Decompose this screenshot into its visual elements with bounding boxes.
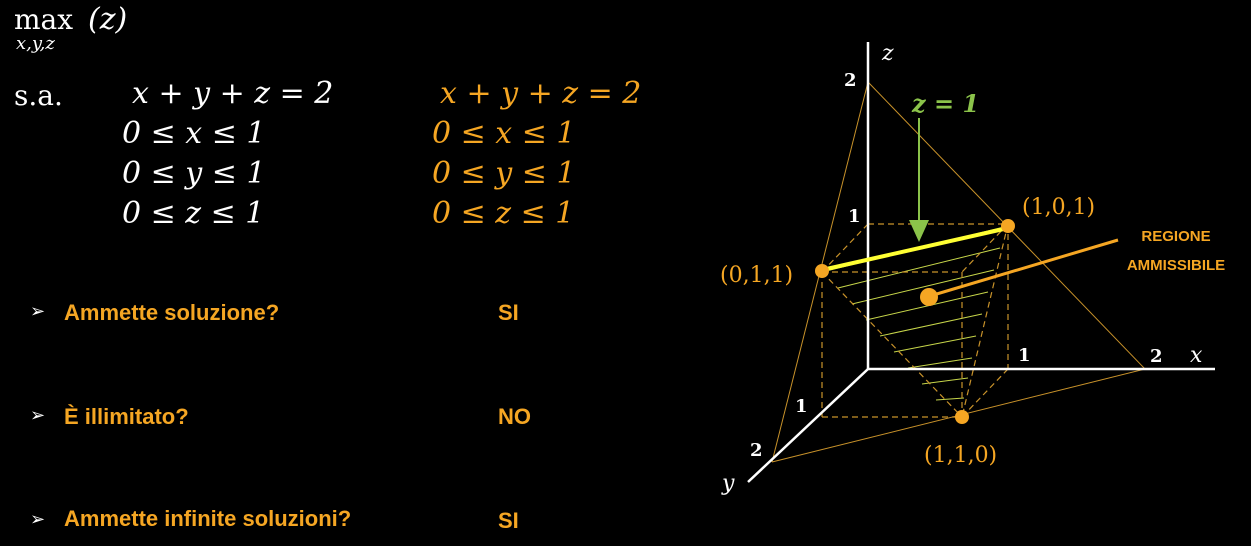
point-110-label: (1,1,0): [924, 443, 998, 468]
bullet-arrow-icon: ➢: [30, 405, 46, 426]
z1-arrowhead: [909, 220, 929, 242]
point-101-dot: [1001, 219, 1015, 233]
constraint-hl-2: 0 ≤ x ≤ 1: [432, 116, 576, 151]
y-axis: [748, 369, 868, 482]
objective-subscript: x,y,z: [16, 33, 55, 54]
question-3: Ammette infinite soluzioni?: [64, 506, 352, 531]
answer-2: NO: [498, 404, 531, 429]
answer-1: SI: [498, 300, 519, 325]
objective-expr: (z): [88, 2, 128, 37]
tick-x1: 1: [1018, 345, 1031, 366]
axis-z-label: z: [882, 41, 894, 66]
region-pointer: [930, 240, 1118, 296]
point-011-dot: [815, 264, 829, 278]
bullet-arrow-icon: ➢: [30, 509, 46, 530]
region-label-2: AMMISSIBILE: [1126, 257, 1226, 274]
bullet-arrow-icon: ➢: [30, 301, 46, 322]
point-011-label: (0,1,1): [720, 263, 794, 288]
st-label: s.a.: [14, 79, 63, 112]
constraint-hl-3: 0 ≤ y ≤ 1: [432, 156, 576, 191]
tick-z2: 2: [844, 70, 857, 91]
plane-label: z = 1: [912, 89, 980, 118]
tick-z1: 1: [848, 206, 861, 227]
axis-y-label: y: [722, 471, 735, 496]
question-1: Ammette soluzione?: [64, 300, 280, 325]
constraint-1: x + y + z = 2: [132, 76, 334, 111]
tick-x2: 2: [1150, 346, 1163, 367]
feasible-segment: [822, 228, 1008, 270]
tick-y1: 1: [795, 396, 808, 417]
constraint-hl-4: 0 ≤ z ≤ 1: [432, 196, 575, 231]
constraint-4: 0 ≤ z ≤ 1: [122, 196, 265, 231]
question-2: È illimitato?: [64, 404, 189, 429]
point-101-label: (1,0,1): [1022, 195, 1096, 220]
constraint-2: 0 ≤ x ≤ 1: [122, 116, 266, 151]
tick-y2: 2: [750, 440, 763, 461]
region-label-1: REGIONE: [1141, 228, 1211, 245]
region-pointer-dot: [920, 288, 938, 306]
region-hatch: [822, 226, 1008, 400]
constraint-hl-1: x + y + z = 2: [440, 76, 642, 111]
answer-3: SI: [498, 508, 519, 533]
objective-max: max: [14, 3, 74, 36]
point-110-dot: [955, 410, 969, 424]
axis-x-label: x: [1190, 343, 1203, 368]
constraint-3: 0 ≤ y ≤ 1: [122, 156, 266, 191]
cube-edges: [822, 224, 1008, 417]
